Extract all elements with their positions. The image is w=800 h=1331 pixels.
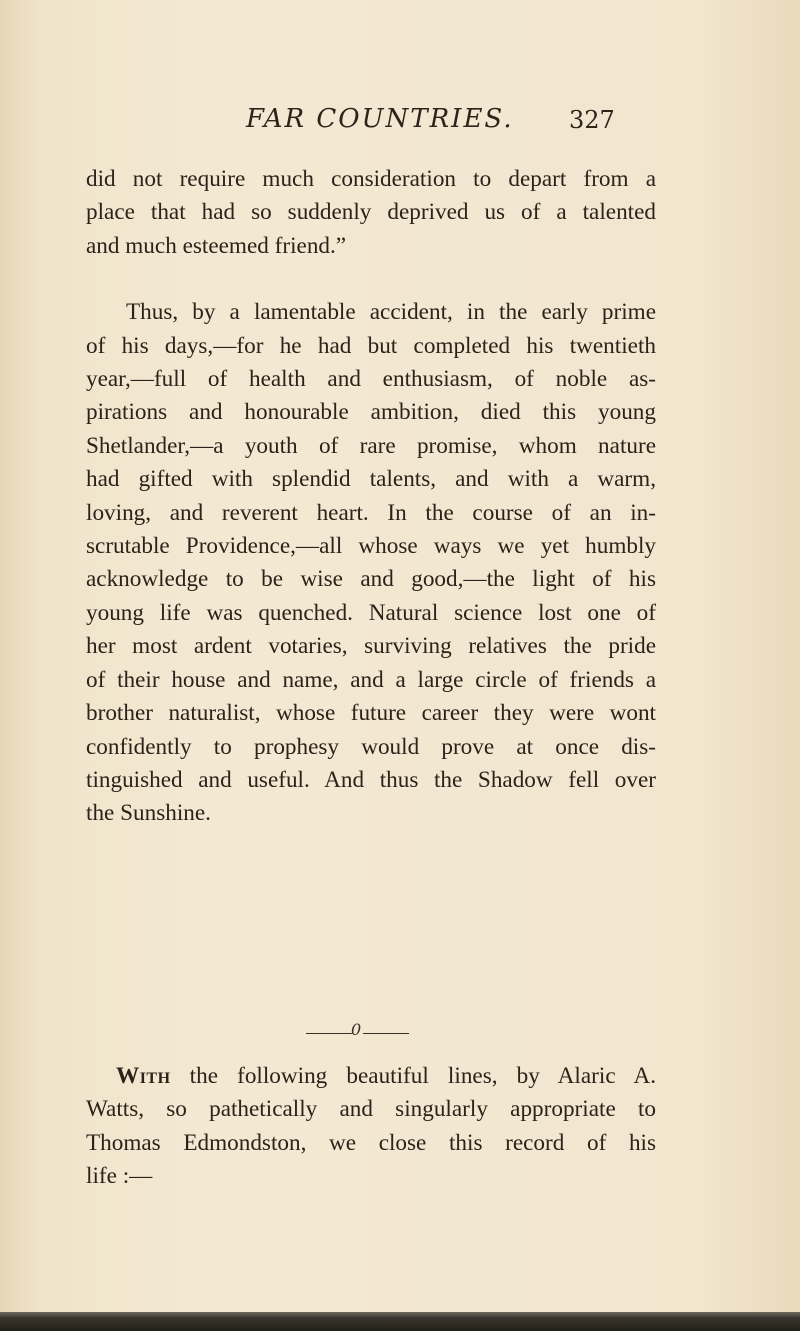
text-line: brother naturalist, whose future career they were wont [86,700,656,727]
text-line: Shetlander,—a youth of rare promise, whom nature [86,432,656,459]
text-line: Thomas Edmondston, we close this record of his [86,1129,656,1156]
running-title: FAR COUNTRIES. [246,104,514,134]
paragraph-tribute [86,296,656,831]
text-line: the Sunshine. [86,800,211,827]
text-line: confidently to prophesy would prove at once dis- [86,733,656,760]
page-bottom-edge [0,1312,800,1331]
text-line: Thus, by a lamentable accident, in the early prime [126,299,656,326]
page-number: 327 [569,106,615,134]
text-line: tinguished and useful. And thus the Shadow fell over [86,766,656,793]
text-line [86,1060,656,1093]
page-header [0,104,800,144]
text-line: pirations and honourable ambition, died this young [86,399,656,426]
text-line: life :— [86,1163,153,1190]
divider-rule-left [306,1033,352,1034]
text-line: place that had so suddenly deprived us of a talented [86,199,656,226]
paragraph-verse-intro [86,1060,656,1194]
text-line: year,—full of health and enthusiasm, of noble as- [86,366,656,393]
paragraph-closing-quote [86,163,656,263]
body-text [86,163,656,831]
text-line: and much esteemed friend.” [86,232,347,259]
text-line: young life was quenched. Natural science lost one of [86,599,656,626]
text-line: of their house and name, and a large circle of friends a [86,666,656,693]
divider-rule-right [363,1033,409,1034]
section-divider [0,1020,800,1050]
text-line: of his days,—for he had but completed his twentieth [86,332,656,359]
text-line: did not require much consideration to depart from a [86,166,656,192]
divider-ornament: 0 [351,1020,362,1039]
first-line-rest: the following beautiful lines, by Alaric A. [189,1063,656,1089]
lead-word: With [116,1063,171,1089]
text-line: Watts, so pathetically and singularly appropriate to [86,1096,656,1123]
text-line: scrutable Providence,—all whose ways we yet humbly [86,533,656,560]
text-line: loving, and reverent heart. In the course of an in- [86,499,656,526]
text-line: acknowledge to be wise and good,—the light of his [86,566,656,593]
text-line: her most ardent votaries, surviving relatives the pride [86,633,656,660]
text-line: had gifted with splendid talents, and with a warm, [86,466,656,493]
